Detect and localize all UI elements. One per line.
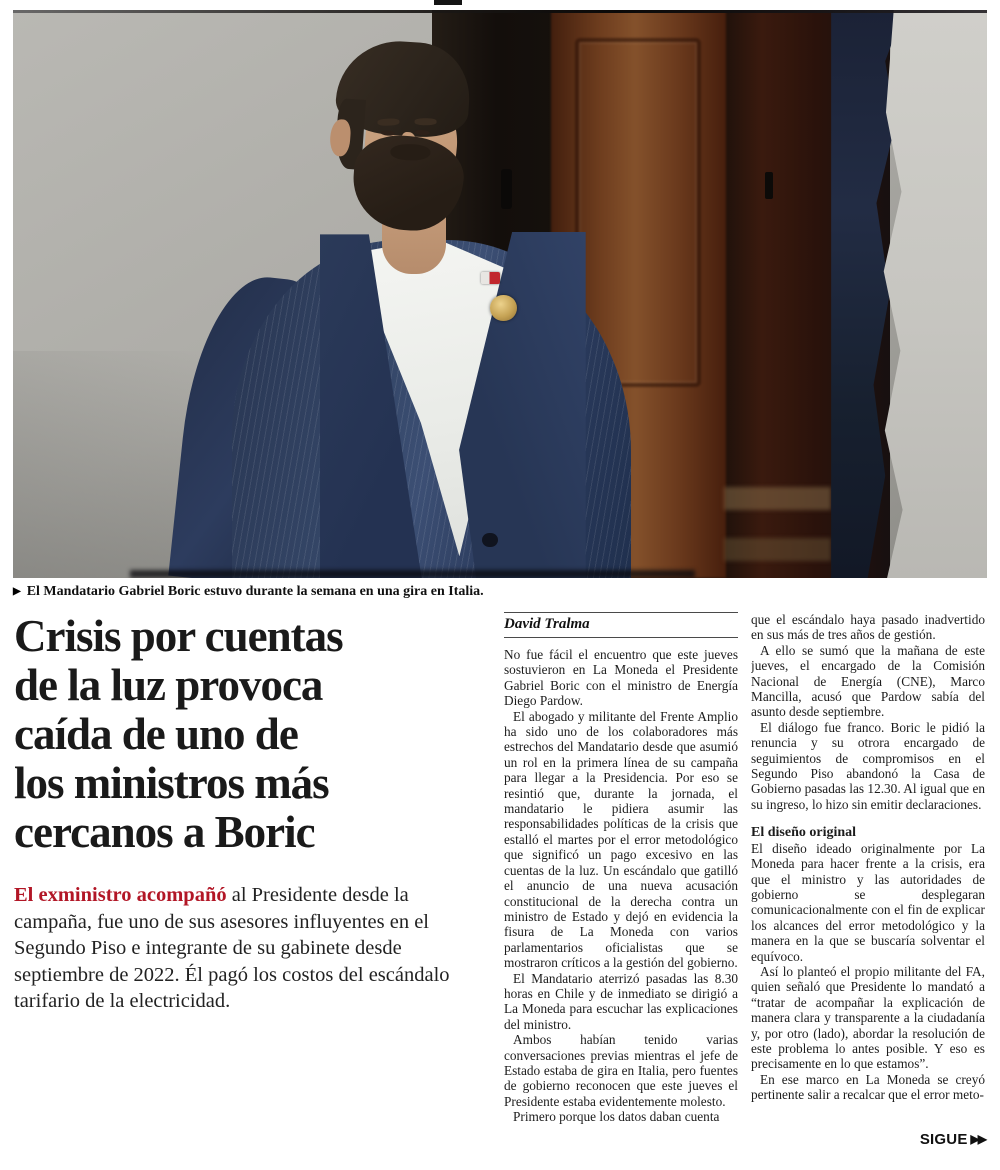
figure-eyebrow-right: [414, 118, 436, 125]
photo-top-edge: [13, 10, 987, 13]
chile-flag-pin-icon: [481, 272, 500, 284]
top-rule-remnant: [434, 0, 462, 5]
headline-line: Crisis por cuentas: [14, 611, 343, 661]
headline-line: caída de uno de: [14, 709, 298, 759]
figure-head: [303, 36, 482, 252]
caption-text: El Mandatario Gabriel Boric estuvo durante la semana en una gira en Italia.: [26, 584, 484, 599]
body-column-2: [751, 612, 985, 1127]
article-paragraph: El abogado y militante del Frente Amplio ha sido uno de los colaboradores más estrechos del Mandatario desde que asumió un rol en la primera línea de su campaña para llegar a la Presidencia. Por eso se resintió que, durante la jornada, el mandatario le pidiera asumir las responsabilidades políticas de la crisis que estalló el martes por el error metodológico que significó un pago excesivo en las cuentas de la luz. Un escándalo que gatilló el anuncio de una nueva acusación constitucional de la derecha contra un ministro de Estado y dejó en evidencia la fisura de La Moneda con varios parlamentarios oficialistas que se mostraron críticos a la gestión del gobierno.: [504, 708, 738, 971]
sigue-label: SIGUE: [919, 1131, 968, 1148]
article-paragraph: En ese marco en La Moneda se creyó pertinente salir a recalcar que el error meto-: [751, 1071, 985, 1103]
photo-shadow-band: [724, 538, 831, 561]
gold-medal-pin-icon: [490, 295, 516, 321]
lede-text: al Presidente desde la campaña, fue uno de sus asesores influyentes en el Segundo Piso e integrante de su gabinete desde septiembre de 2022. Él pagó los costos del escándalo tarifario de la electricidad.: [14, 884, 450, 1012]
headline-line: de la luz provoca: [14, 660, 323, 710]
lede-lead-in: El exministro acompañó: [14, 884, 227, 906]
photo-door-handle: [501, 169, 512, 209]
headline-line: los ministros más: [14, 758, 329, 808]
photo-door-handle-2: [765, 172, 773, 199]
article-paragraph: El Mandatario aterrizó pasadas las 8.30 horas en Chile y de inmediato se dirigió a La Moneda para escuchar las explicaciones del ministro.: [504, 970, 738, 1032]
continues-marker: [751, 1131, 985, 1148]
article-paragraph: El diálogo fue franco. Boric le pidió la renuncia y su otrora encargado de seguimientos de compromisos en el Segundo Piso abandonó la Casa de Gobierno pasadas las 12.30. Al igual que en su ingreso, lo hizo sin emitir declaraciones.: [751, 719, 985, 812]
article-paragraph: El diseño ideado originalmente por La Moneda para hacer frente a la crisis, era que el ministro y las autoridades de gobierno se desplegaran comunicacionalmente con el fin de explicar los alcances del error metodológico y la manera en la que se buscaría solventar el equívoco.: [751, 840, 985, 964]
article-headline: [14, 612, 482, 857]
headline-line: cercanos a Boric: [14, 807, 315, 857]
article-paragraph: que el escándalo haya pasado inadvertido en sus más de tres años de gestión.: [751, 612, 985, 643]
byline: David Tralma: [504, 612, 738, 638]
photo-bottom-shadow: [130, 570, 695, 578]
body-column-1: [504, 612, 738, 1127]
photo-caption: [13, 584, 987, 600]
article-paragraph: Así lo planteó el propio militante del FA, quien señaló que Presidente lo mandató a “tratar de acompañar la explicación de manera clara y transparente a la ciudadanía y, por otro (lado), abordar la resolución de este problema lo antes posible. Y eso es precisamente en lo que estamos”.: [751, 963, 985, 1072]
photo-shadow-band: [724, 487, 831, 510]
photo-right-wall: [876, 10, 987, 578]
article-paragraph: A ello se sumó que la mañana de este jueves, el encargado de la Comisión Nacional de Energía (CNE), Marco Mancilla, acusó que Pardow sabía del asunto desde septiembre.: [751, 642, 985, 720]
caption-arrow-icon: ▶: [13, 586, 21, 597]
article-paragraph: No fue fácil el encuentro que este jueves sostuvieron en La Moneda el Presidente Gabriel Boric con el ministro de Energía Diego Pardow.: [504, 647, 738, 709]
article-paragraph: Ambos habían tenido varias conversaciones previas mientras el jefe de Estado estaba de gira en Italia, pero fuentes de gobierno reconocen que este jueves el Presidente estaba evidentemente molesto.: [504, 1032, 738, 1109]
section-subhead: El diseño original: [751, 825, 857, 841]
sigue-arrows-icon: ▶▶: [970, 1132, 985, 1146]
column-1-paragraphs: [504, 647, 738, 1125]
column-2-paragraphs: [751, 612, 985, 1103]
article-lede: [14, 882, 486, 1015]
article-paragraph: Primero porque los datos daban cuenta: [513, 1109, 720, 1125]
article-photo: [13, 10, 987, 578]
